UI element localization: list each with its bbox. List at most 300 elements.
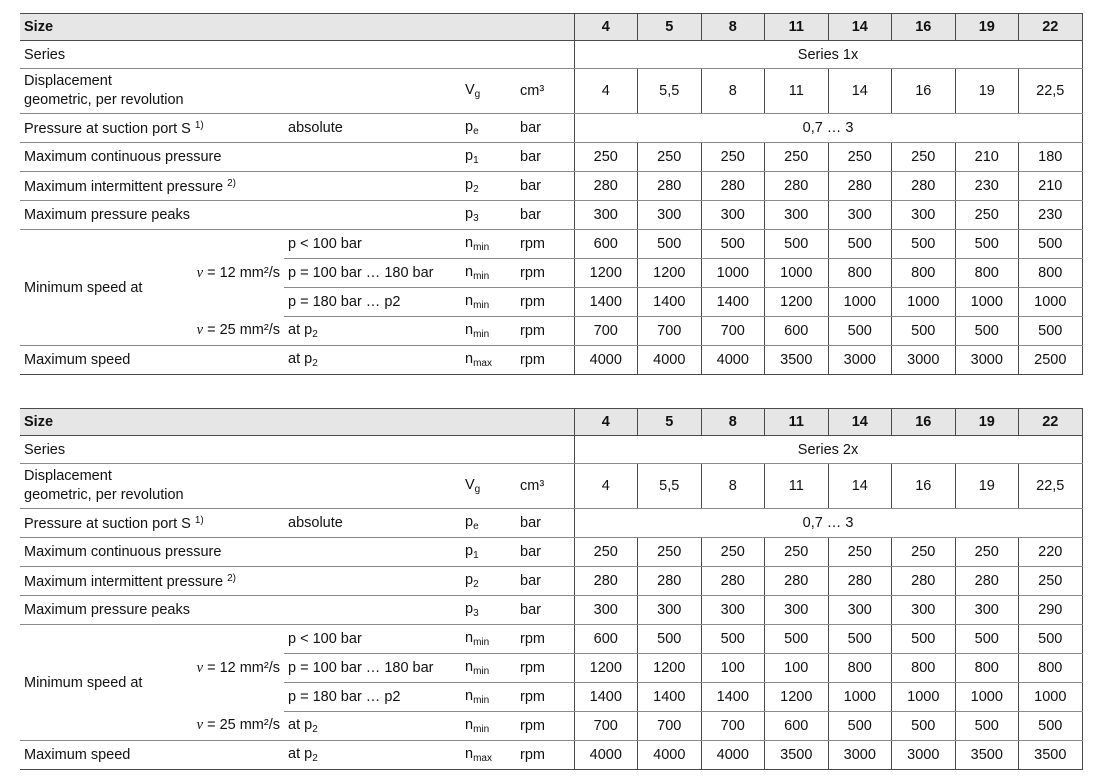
value-cell: 250: [574, 538, 638, 567]
value-cell: 100: [701, 654, 765, 683]
row-label-text: Maximum continuous pressure: [24, 544, 222, 560]
pressure-peaks-row: [20, 201, 1082, 230]
value-cell: 280: [892, 172, 956, 201]
value-cell: 500: [828, 625, 892, 654]
value-cell: 500: [828, 317, 892, 346]
symbol-cell: [461, 288, 516, 317]
symbol-cell: [461, 654, 516, 683]
size-header-cell: 22: [1019, 409, 1083, 436]
condition-subscript: 2: [312, 358, 318, 369]
size-header-cell: 11: [765, 409, 829, 436]
symbol-cell: [461, 114, 516, 143]
suction-value: 0,7 … 3: [574, 114, 1082, 143]
value-cell: 280: [701, 567, 765, 596]
unit-cell: bar: [516, 143, 574, 172]
symbol-subscript: 2: [473, 184, 479, 195]
value-cell: 280: [955, 567, 1019, 596]
intermittent-pressure-row: [20, 172, 1082, 201]
value-cell: 4000: [638, 741, 702, 770]
pressure-peaks-label: [20, 201, 461, 230]
condition-cell: absolute: [284, 114, 461, 143]
viscosity-25: [170, 317, 284, 346]
symbol: V: [465, 82, 475, 98]
value-cell: 500: [892, 230, 956, 259]
viscosity-blank: [170, 625, 284, 654]
value-cell: 700: [701, 712, 765, 741]
row-label-text: Maximum pressure peaks: [24, 207, 190, 223]
symbol-cell: [461, 683, 516, 712]
symbol: n: [465, 351, 474, 367]
viscosity-text: = 25 mm²/s: [203, 322, 280, 339]
continuous-pressure-row: [20, 538, 1082, 567]
unit-cell: rpm: [516, 230, 574, 259]
condition-subscript: 2: [312, 329, 318, 340]
value-cell: 280: [828, 567, 892, 596]
value-cell: 220: [1019, 538, 1083, 567]
value-cell: 500: [1019, 317, 1083, 346]
size-header-cell: 8: [701, 409, 765, 436]
min-speed-row: [20, 683, 1082, 712]
value-cell: 4: [574, 69, 638, 114]
footnote-marker: 2): [227, 177, 236, 189]
continuous-pressure-label: [20, 143, 461, 172]
symbol-cell: [461, 741, 516, 770]
symbol-subscript: 3: [473, 608, 479, 619]
value-cell: 300: [828, 596, 892, 625]
condition-subscript: 2: [312, 724, 318, 735]
value-cell: 250: [638, 143, 702, 172]
footnote-marker: 2): [227, 572, 236, 584]
value-cell: 500: [955, 625, 1019, 654]
size-header-row: [20, 409, 1082, 436]
symbol-subscript: max: [473, 358, 492, 369]
symbol-subscript: max: [473, 753, 492, 764]
value-cell: 300: [828, 201, 892, 230]
value-cell: 1000: [1019, 288, 1083, 317]
value-cell: 800: [955, 654, 1019, 683]
value-cell: 3500: [1019, 741, 1083, 770]
value-cell: 280: [828, 172, 892, 201]
value-cell: 500: [1019, 230, 1083, 259]
value-cell: 1400: [638, 683, 702, 712]
row-label-text: Maximum intermittent pressure: [24, 178, 224, 195]
value-cell: 250: [892, 538, 956, 567]
min-speed-row: [20, 259, 1082, 288]
value-cell: 500: [1019, 625, 1083, 654]
nu-symbol: ν: [196, 322, 204, 339]
min-speed-row: [20, 230, 1082, 259]
value-cell: 1200: [765, 683, 829, 712]
symbol-subscript: e: [473, 521, 479, 532]
max-speed-label: Maximum speed: [20, 346, 284, 375]
value-cell: 700: [574, 317, 638, 346]
condition-cell: [284, 230, 461, 259]
value-cell: 14: [828, 464, 892, 509]
value-cell: 1000: [892, 683, 956, 712]
value-cell: 700: [638, 712, 702, 741]
viscosity-blank: [170, 288, 284, 317]
size-header-cell: 14: [828, 14, 892, 41]
symbol-subscript: g: [474, 484, 481, 495]
unit-cell: rpm: [516, 259, 574, 288]
value-cell: 14: [828, 69, 892, 114]
value-cell: 180: [1019, 143, 1083, 172]
min-speed-row: [20, 625, 1082, 654]
displacement-label-line1: Displacement: [24, 468, 112, 484]
symbol-subscript: min: [473, 695, 490, 706]
value-cell: 500: [892, 317, 956, 346]
series-value: Series 2x: [574, 436, 1082, 464]
pressure-peaks-row: [20, 596, 1082, 625]
condition-cell: [284, 317, 461, 346]
value-cell: 500: [1019, 712, 1083, 741]
value-cell: 800: [955, 259, 1019, 288]
continuous-pressure-row: [20, 143, 1082, 172]
value-cell: 1200: [574, 654, 638, 683]
value-cell: 3500: [765, 741, 829, 770]
value-cell: 300: [638, 596, 702, 625]
value-cell: 300: [574, 596, 638, 625]
symbol: n: [465, 235, 474, 251]
value-cell: 300: [701, 201, 765, 230]
symbol-subscript: min: [473, 329, 490, 340]
size-header-cell: 8: [701, 14, 765, 41]
value-cell: 16: [892, 69, 956, 114]
value-cell: 4000: [701, 741, 765, 770]
value-cell: 280: [765, 567, 829, 596]
unit-cell: rpm: [516, 625, 574, 654]
value-cell: 11: [765, 464, 829, 509]
value-cell: 250: [892, 143, 956, 172]
symbol: n: [465, 630, 474, 646]
value-cell: 1000: [955, 683, 1019, 712]
value-cell: 1200: [765, 288, 829, 317]
value-cell: 1000: [828, 683, 892, 712]
symbol: n: [465, 264, 474, 280]
series-label: Series: [20, 436, 574, 464]
value-cell: 210: [1019, 172, 1083, 201]
value-cell: 800: [1019, 259, 1083, 288]
symbol-subscript: min: [473, 724, 490, 735]
symbol: n: [465, 717, 474, 733]
value-cell: 4000: [574, 741, 638, 770]
value-cell: 500: [765, 230, 829, 259]
suction-value: 0,7 … 3: [574, 509, 1082, 538]
value-cell: 600: [574, 230, 638, 259]
value-cell: 800: [828, 654, 892, 683]
min-speed-label: Minimum speed at: [20, 625, 170, 741]
value-cell: 1200: [638, 259, 702, 288]
symbol: p: [465, 514, 474, 530]
condition-subscript: 2: [312, 753, 318, 764]
symbol-cell: [461, 259, 516, 288]
value-cell: 500: [701, 625, 765, 654]
value-cell: 250: [828, 143, 892, 172]
value-cell: 500: [828, 712, 892, 741]
pressure-peaks-label: [20, 596, 461, 625]
max-speed-row: [20, 346, 1082, 375]
value-cell: 1400: [574, 683, 638, 712]
displacement-label-line2: geometric, per revolution: [24, 92, 184, 108]
unit-cell: bar: [516, 172, 574, 201]
symbol-cell: [461, 464, 516, 509]
series-row: [20, 436, 1082, 464]
spec-table-series-2x: [20, 408, 1083, 770]
value-cell: 800: [892, 259, 956, 288]
row-label-text: Maximum intermittent pressure: [24, 573, 224, 590]
footnote-marker: 1): [194, 119, 204, 131]
value-cell: 250: [765, 538, 829, 567]
value-cell: 1400: [574, 288, 638, 317]
value-cell: 3000: [828, 346, 892, 375]
value-cell: 250: [955, 538, 1019, 567]
value-cell: 230: [1019, 201, 1083, 230]
size-header-cell: 5: [638, 409, 702, 436]
symbol: p: [465, 601, 474, 617]
suction-label-text: Pressure at suction port S: [24, 120, 191, 137]
row-label-text: Maximum continuous pressure: [24, 149, 222, 165]
series-label: Series: [20, 41, 574, 69]
condition-text: p < 100 bar: [288, 631, 362, 647]
value-cell: 280: [701, 172, 765, 201]
max-speed-row: [20, 741, 1082, 770]
unit-cell: bar: [516, 114, 574, 143]
intermittent-pressure-row: [20, 567, 1082, 596]
value-cell: 300: [765, 596, 829, 625]
unit-cell: bar: [516, 596, 574, 625]
value-cell: 500: [638, 230, 702, 259]
symbol-cell: [461, 172, 516, 201]
viscosity-12: [170, 259, 284, 288]
symbol-cell: [461, 625, 516, 654]
symbol: p: [465, 148, 474, 164]
value-cell: 300: [892, 201, 956, 230]
value-cell: 500: [955, 317, 1019, 346]
symbol: p: [465, 572, 474, 588]
unit-cell: cm³: [516, 69, 574, 114]
value-cell: 4000: [574, 346, 638, 375]
unit-cell: bar: [516, 538, 574, 567]
viscosity-blank: [170, 230, 284, 259]
size-label: Size: [20, 409, 574, 436]
value-cell: 500: [955, 712, 1019, 741]
value-cell: 500: [892, 625, 956, 654]
condition-text: at p: [288, 746, 313, 762]
series-value: Series 1x: [574, 41, 1082, 69]
size-header-cell: 14: [828, 409, 892, 436]
displacement-row: [20, 464, 1082, 509]
condition-cell: [284, 654, 461, 683]
condition-text: p = 180 bar … p2: [288, 294, 401, 310]
symbol: p: [465, 119, 474, 135]
value-cell: 3000: [892, 741, 956, 770]
suction-pressure-row: [20, 509, 1082, 538]
value-cell: 800: [1019, 654, 1083, 683]
value-cell: 600: [574, 625, 638, 654]
symbol: n: [465, 293, 474, 309]
value-cell: 300: [955, 596, 1019, 625]
condition-cell: [284, 712, 461, 741]
symbol: n: [465, 322, 474, 338]
value-cell: 600: [765, 712, 829, 741]
symbol: p: [465, 543, 474, 559]
symbol-cell: [461, 69, 516, 114]
value-cell: 3000: [955, 346, 1019, 375]
value-cell: 4000: [638, 346, 702, 375]
value-cell: 100: [765, 654, 829, 683]
value-cell: 250: [955, 201, 1019, 230]
suction-label: [20, 114, 284, 143]
value-cell: 800: [892, 654, 956, 683]
condition-text: at p: [288, 322, 313, 338]
unit-cell: bar: [516, 201, 574, 230]
value-cell: 16: [892, 464, 956, 509]
value-cell: 250: [828, 538, 892, 567]
value-cell: 4000: [701, 346, 765, 375]
value-cell: 500: [828, 230, 892, 259]
value-cell: 8: [701, 69, 765, 114]
condition-text: p = 180 bar … p2: [288, 689, 401, 705]
value-cell: 3500: [765, 346, 829, 375]
viscosity-blank: [170, 683, 284, 712]
symbol: n: [465, 688, 474, 704]
unit-cell: rpm: [516, 346, 574, 375]
unit-cell: rpm: [516, 741, 574, 770]
displacement-row: [20, 69, 1082, 114]
symbol: p: [465, 206, 474, 222]
symbol-cell: [461, 538, 516, 567]
value-cell: 250: [701, 538, 765, 567]
symbol-cell: [461, 230, 516, 259]
size-header-cell: 11: [765, 14, 829, 41]
condition-cell: [284, 259, 461, 288]
condition-text: p = 100 bar … 180 bar: [288, 265, 434, 281]
value-cell: 300: [765, 201, 829, 230]
condition-cell: [284, 625, 461, 654]
value-cell: 22,5: [1019, 464, 1083, 509]
symbol-cell: [461, 712, 516, 741]
value-cell: 250: [574, 143, 638, 172]
value-cell: 300: [892, 596, 956, 625]
condition-text: at p: [288, 351, 313, 367]
value-cell: 250: [765, 143, 829, 172]
nu-symbol: ν: [196, 659, 204, 676]
size-header-cell: 22: [1019, 14, 1083, 41]
intermittent-pressure-label: [20, 567, 461, 596]
unit-cell: rpm: [516, 712, 574, 741]
value-cell: 250: [701, 143, 765, 172]
value-cell: 210: [955, 143, 1019, 172]
value-cell: 11: [765, 69, 829, 114]
viscosity-25: [170, 712, 284, 741]
symbol-subscript: min: [473, 666, 490, 677]
symbol-subscript: e: [473, 126, 479, 137]
unit-cell: bar: [516, 509, 574, 538]
value-cell: 5,5: [638, 69, 702, 114]
intermittent-pressure-label: [20, 172, 461, 201]
size-header-cell: 19: [955, 14, 1019, 41]
value-cell: 250: [1019, 567, 1083, 596]
value-cell: 280: [574, 172, 638, 201]
value-cell: 4: [574, 464, 638, 509]
condition-cell: [284, 683, 461, 712]
value-cell: 300: [638, 201, 702, 230]
min-speed-row: [20, 288, 1082, 317]
nu-symbol: ν: [196, 717, 204, 734]
value-cell: 1200: [574, 259, 638, 288]
value-cell: 1400: [638, 288, 702, 317]
value-cell: 280: [574, 567, 638, 596]
symbol: n: [465, 659, 474, 675]
value-cell: 500: [638, 625, 702, 654]
value-cell: 700: [574, 712, 638, 741]
size-header-row: [20, 14, 1082, 41]
suction-label-text: Pressure at suction port S: [24, 515, 191, 532]
value-cell: 500: [765, 625, 829, 654]
symbol: V: [465, 477, 475, 493]
condition-cell: absolute: [284, 509, 461, 538]
size-header-cell: 4: [574, 409, 638, 436]
size-header-cell: 16: [892, 409, 956, 436]
value-cell: 290: [1019, 596, 1083, 625]
value-cell: 2500: [1019, 346, 1083, 375]
unit-cell: cm³: [516, 464, 574, 509]
value-cell: 500: [955, 230, 1019, 259]
viscosity-text: = 12 mm²/s: [203, 659, 280, 676]
value-cell: 5,5: [638, 464, 702, 509]
symbol: p: [465, 177, 474, 193]
value-cell: 1200: [638, 654, 702, 683]
condition-text: p < 100 bar: [288, 236, 362, 252]
value-cell: 600: [765, 317, 829, 346]
value-cell: 3000: [892, 346, 956, 375]
value-cell: 1400: [701, 288, 765, 317]
value-cell: 700: [638, 317, 702, 346]
condition-text: p = 100 bar … 180 bar: [288, 660, 434, 676]
symbol-cell: [461, 143, 516, 172]
value-cell: 500: [892, 712, 956, 741]
symbol-subscript: min: [473, 242, 490, 253]
value-cell: 230: [955, 172, 1019, 201]
value-cell: 300: [574, 201, 638, 230]
displacement-label: [20, 464, 461, 509]
symbol-subscript: min: [473, 271, 490, 282]
value-cell: 3000: [828, 741, 892, 770]
unit-cell: rpm: [516, 654, 574, 683]
symbol-cell: [461, 509, 516, 538]
nu-symbol: ν: [196, 264, 204, 281]
size-header-cell: 4: [574, 14, 638, 41]
symbol-subscript: min: [473, 300, 490, 311]
condition-text: at p: [288, 717, 313, 733]
value-cell: 700: [701, 317, 765, 346]
value-cell: 1000: [828, 288, 892, 317]
condition-cell: [284, 346, 461, 375]
value-cell: 280: [638, 172, 702, 201]
value-cell: 1000: [701, 259, 765, 288]
symbol-subscript: g: [474, 89, 481, 100]
symbol-subscript: 3: [473, 213, 479, 224]
condition-cell: [284, 288, 461, 317]
symbol-cell: [461, 346, 516, 375]
symbol: n: [465, 746, 474, 762]
viscosity-text: = 12 mm²/s: [203, 264, 280, 281]
suction-pressure-row: [20, 114, 1082, 143]
value-cell: 300: [701, 596, 765, 625]
value-cell: 250: [638, 538, 702, 567]
value-cell: 280: [892, 567, 956, 596]
series-row: [20, 41, 1082, 69]
